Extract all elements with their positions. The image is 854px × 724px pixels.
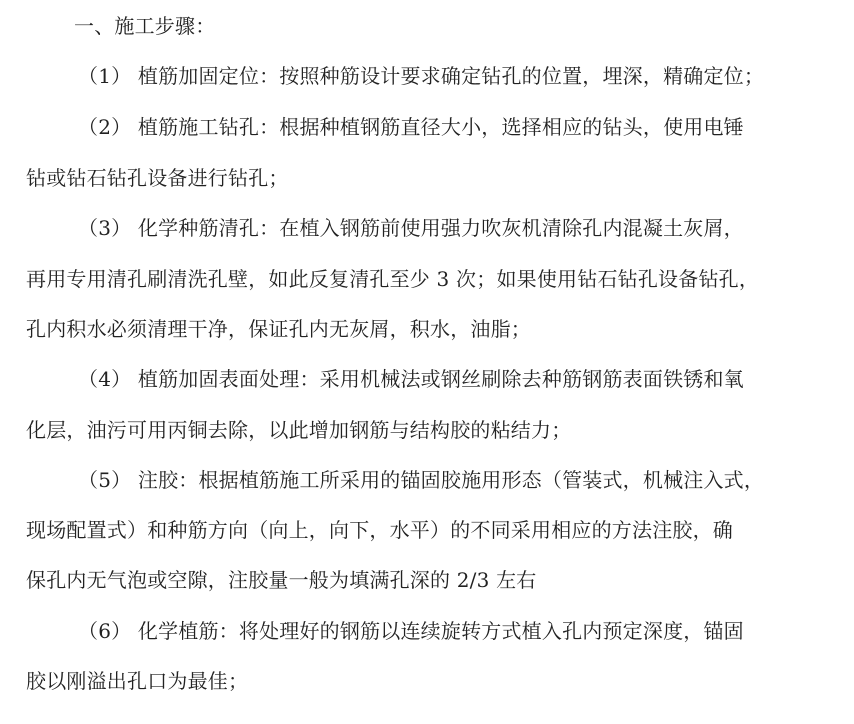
paragraph-line: （5） 注胶：根据植筋施工所采用的锚固胶施用形态（管装式，机械注入式， xyxy=(78,468,765,492)
paragraph-line: 保孔内无气泡或空隙，注胶量一般为填满孔深的 2/3 左右 xyxy=(26,568,537,592)
paragraph-line: 再用专用清孔刷清洗孔壁，如此反复清孔至少 3 次；如果使用钻石钻孔设备钻孔， xyxy=(26,267,760,291)
paragraph-line: （3） 化学种筋清孔：在植入钢筋前使用强力吹灰机清除孔内混凝土灰屑， xyxy=(78,216,744,240)
paragraph-line: 化层，油污可用丙铜去除，以此增加钢筋与结构胶的粘结力； xyxy=(26,418,572,442)
paragraph-line: （2） 植筋施工钻孔：根据种植钢筋直径大小，选择相应的钻头，使用电锤 xyxy=(78,115,744,139)
paragraph-line: 钻或钻石钻孔设备进行钻孔； xyxy=(26,166,289,190)
paragraph-line: 胶以刚溢出孔口为最佳； xyxy=(26,669,249,693)
paragraph-line: 现场配置式）和种筋方向（向上，向下，水平）的不同采用相应的方法注胶，确 xyxy=(26,518,733,542)
paragraph-line: （4） 植筋加固表面处理：采用机械法或钢丝刷除去种筋钢筋表面铁锈和氧 xyxy=(78,367,744,391)
section-heading: 一、施工步骤： xyxy=(74,14,216,38)
paragraph-line: （1） 植筋加固定位：按照种筋设计要求确定钻孔的位置，埋深，精确定位； xyxy=(78,64,765,88)
paragraph-line: 孔内积水必须清理干净，保证孔内无灰屑，积水，油脂； xyxy=(26,317,531,341)
paragraph-line: （6） 化学植筋：将处理好的钢筋以连续旋转方式植入孔内预定深度，锚固 xyxy=(78,619,744,643)
